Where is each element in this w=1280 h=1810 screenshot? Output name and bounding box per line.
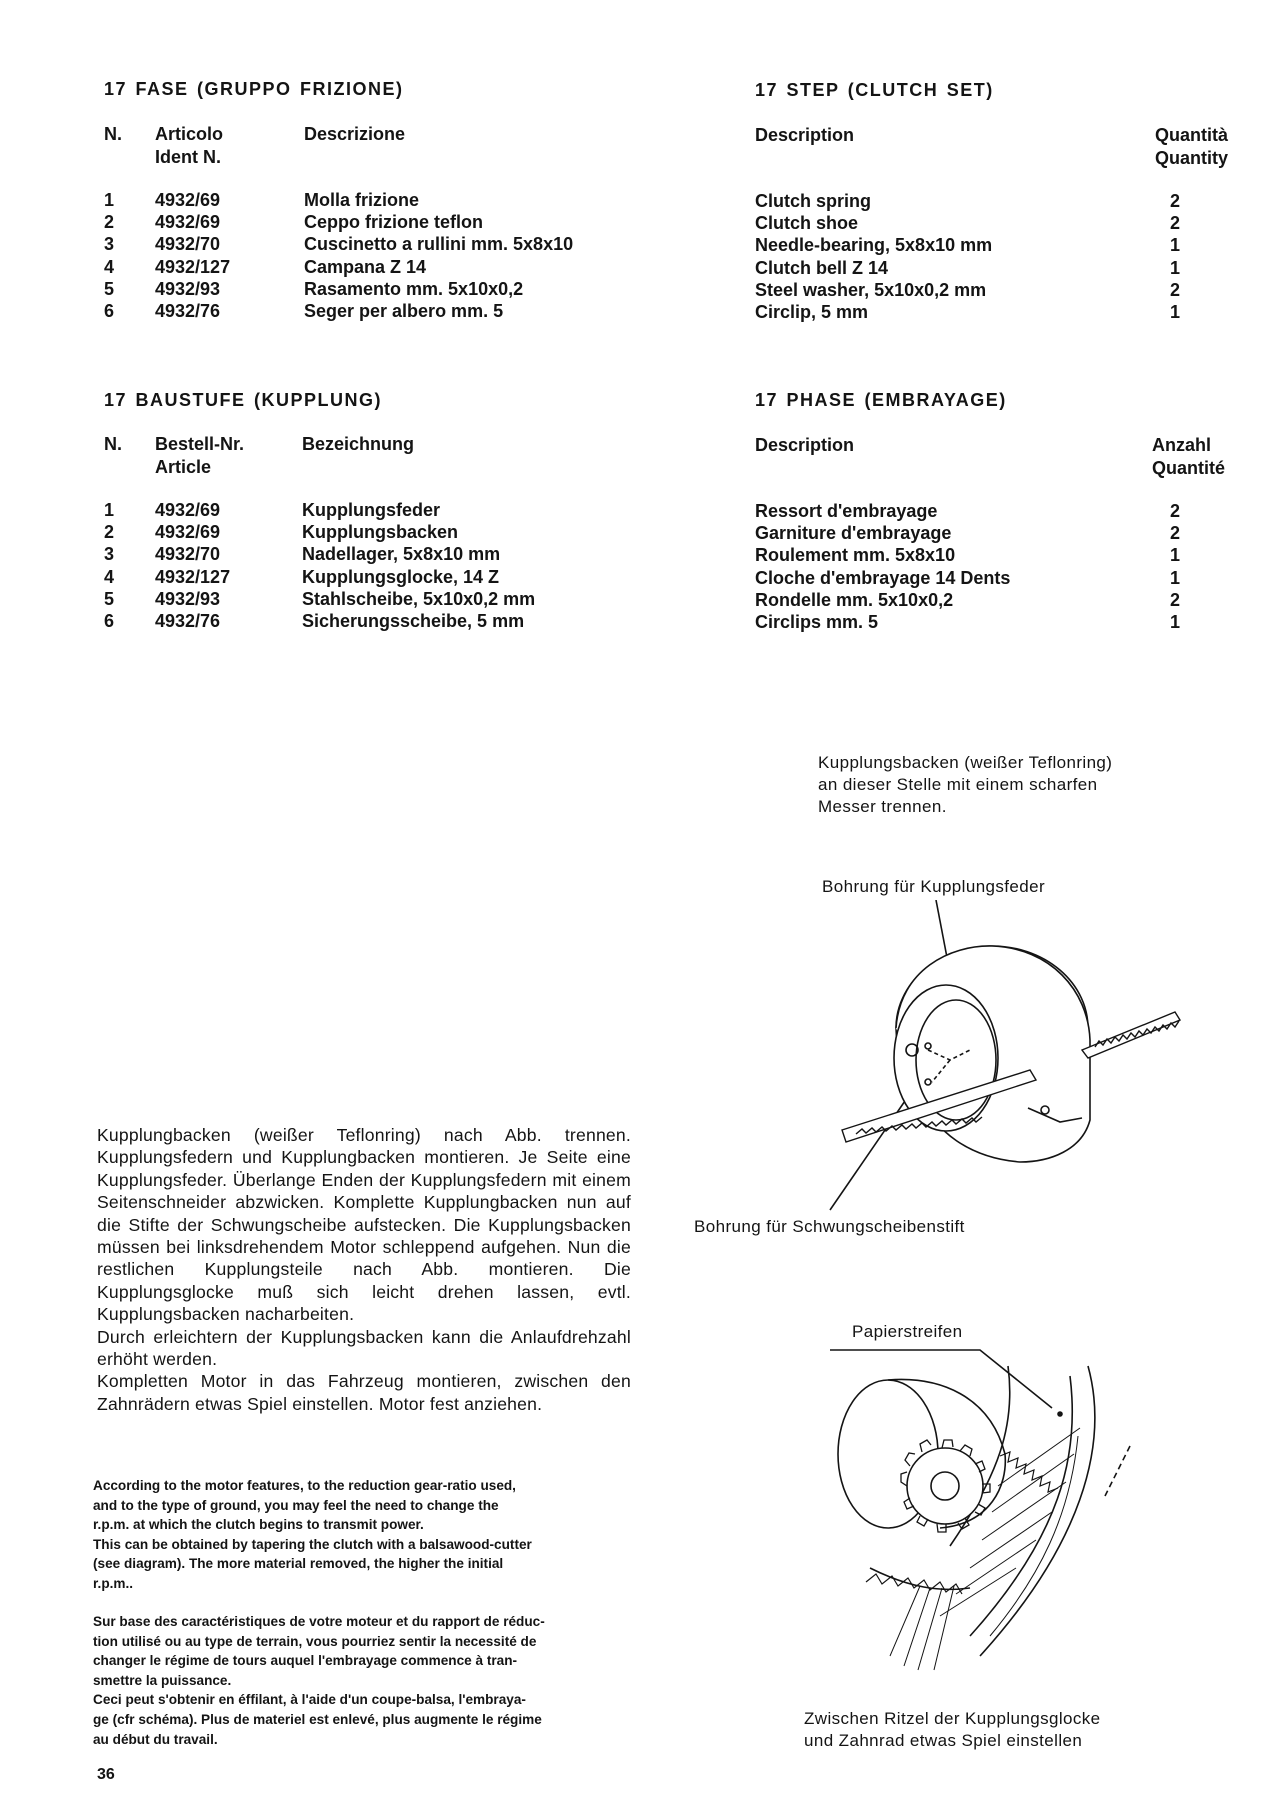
table-cell: 2 — [1169, 501, 1180, 521]
table-cell: Ressort d'embrayage — [755, 501, 938, 521]
table-cell: Circlip, 5 mm — [755, 301, 869, 322]
instructions-german — [97, 1124, 631, 1415]
italian-title: 17 FASE (GRUPPO FRIZIONE) — [104, 79, 404, 99]
diagram-caption-line: Zwischen Ritzel der Kupplungsglocke — [804, 1709, 1101, 1728]
table-cell: 4 — [104, 566, 115, 587]
table-cell: 1 — [1169, 611, 1180, 632]
table-cell: Cuscinetto a rullini mm. 5x8x10 — [304, 234, 574, 255]
table-cell: 1 — [1169, 257, 1180, 278]
clutch-spring-upper — [1082, 1012, 1180, 1058]
table-cell: 1 — [1169, 301, 1180, 322]
large-gear-lower-teeth — [890, 1586, 954, 1670]
german-col-article-line2: Article — [155, 457, 212, 477]
english-col-desc-values — [755, 190, 992, 323]
gear-strip-teeth — [866, 1574, 962, 1594]
german-col-n-values — [104, 499, 114, 632]
table-cell: 4932/76 — [155, 300, 221, 321]
table-cell: Clutch bell Z 14 — [755, 257, 889, 278]
german-col-article-line1: Bestell-Nr. — [155, 434, 245, 454]
table-cell: Steel washer, 5x10x0,2 mm — [755, 279, 987, 300]
table-cell: Sicherungsscheibe, 5 mm — [302, 610, 525, 631]
table-cell: 4932/70 — [155, 544, 221, 565]
leader-dot — [1058, 1412, 1062, 1416]
table-cell: 4932/76 — [155, 610, 221, 631]
paragraph-fr-line: changer le régime de tours auquel l'embrayage commence à tran- — [93, 1653, 518, 1669]
table-cell: 2 — [1169, 279, 1180, 300]
table-cell: 6 — [104, 610, 115, 631]
instructions-english — [93, 1476, 532, 1594]
french-title: 17 PHASE (EMBRAYAGE) — [755, 390, 1007, 410]
german-col-n: N. — [104, 434, 122, 454]
paragraph-de: Kupplungbacken (weißer Teflonring) nach Abb. trennen. Kupplungsfedern und Kupplungbacken montieren. Je Seite eine Kupplungsfeder. Überlange Enden der Kupplungsfedern mit einem Seitenschneider abzwicken. Komplette Kupplungbacken nun auf die Stifte der Schwungscheibe aufstecken. Die Kupplungsbacken müssen bei linksdrehendem Motor schleppend aufgehen. Nun die restlichen Kupplungsteile nach Abb. montieren. Die Kupplungsglocke muß sich leicht drehen lassen, evtl. Kupplungsbacken nacharbeiten. — [97, 1125, 631, 1325]
italian-col-desc: Descrizione — [304, 124, 406, 144]
french-col-qty — [1152, 434, 1225, 480]
table-cell: Kupplungsfeder — [302, 500, 440, 520]
english-title: 17 STEP (CLUTCH SET) — [755, 80, 994, 100]
italian-col-article-values — [155, 189, 230, 322]
table-cell: 2 — [104, 522, 115, 543]
german-col-article-values — [155, 499, 230, 632]
table-cell: Nadellager, 5x8x10 mm — [302, 544, 501, 565]
french-col-desc: Description — [755, 435, 855, 455]
table-cell: 1 — [1169, 545, 1180, 566]
large-gear-rim-outer — [980, 1366, 1095, 1656]
paragraph-en-line: r.p.m. at which the clutch begins to transmit power. — [93, 1517, 424, 1533]
table-cell: Molla frizione — [304, 190, 420, 210]
diagram-caption — [804, 1708, 1101, 1752]
english-col-qty-line2: Quantity — [1154, 148, 1228, 168]
table-cell: Seger per albero mm. 5 — [304, 300, 504, 321]
label-bore-spring: Bohrung für Kupplungsfeder — [822, 877, 1046, 896]
paragraph-en-line: r.p.m.. — [93, 1575, 134, 1591]
table-cell: 2 — [1169, 589, 1180, 610]
english-col-desc: Description — [755, 125, 855, 145]
paragraph-en-line: and to the type of ground, you may feel the need to change the — [93, 1497, 499, 1513]
table-cell: Rasamento mm. 5x10x0,2 — [304, 278, 524, 299]
table-cell: Kupplungsglocke, 14 Z — [302, 566, 500, 587]
italian-col-article-line2: Ident N. — [155, 147, 221, 167]
table-cell: 1 — [1169, 567, 1180, 588]
table-cell: 1 — [104, 190, 115, 210]
table-cell: 2 — [104, 212, 115, 233]
italian-col-desc-values — [304, 189, 573, 322]
page-number: 36 — [97, 1766, 115, 1783]
french-col-qty-line2: Quantité — [1152, 458, 1226, 478]
diagram-note-line: Kupplungsbacken (weißer Teflonring) — [818, 753, 1113, 772]
table-cell: 2 — [1169, 523, 1180, 544]
german-col-desc: Bezeichnung — [302, 434, 415, 454]
table-cell: 4932/69 — [155, 522, 221, 543]
italian-col-article — [155, 123, 223, 169]
french-col-qty-values — [1160, 500, 1190, 633]
paragraph-en-line: (see diagram). The more material removed, the higher the initial — [93, 1556, 504, 1572]
table-cell: Clutch shoe — [755, 213, 859, 234]
diagram-note-line: an dieser Stelle mit einem scharfen — [818, 775, 1098, 794]
table-cell: Roulement mm. 5x8x10 — [755, 545, 956, 566]
paragraph-en-line: According to the motor features, to the reduction gear-ratio used, — [93, 1478, 516, 1493]
table-cell: Needle-bearing, 5x8x10 mm — [755, 235, 993, 256]
table-cell: 2 — [1169, 213, 1180, 234]
table-cell: Ceppo frizione teflon — [304, 212, 483, 233]
german-col-article — [155, 433, 244, 479]
table-cell: 4932/70 — [155, 234, 221, 255]
hidden-line — [1105, 1446, 1130, 1496]
table-cell: 4932/93 — [155, 278, 221, 299]
diagram-note-line: Messer trennen. — [818, 797, 947, 816]
diagram-note — [818, 752, 1112, 818]
table-cell: 4 — [104, 256, 115, 277]
french-col-desc-values — [755, 500, 1010, 633]
instructions-french — [93, 1612, 545, 1749]
paragraph-fr-line: smettre la puissance. — [93, 1672, 232, 1688]
pinion-hub — [931, 1472, 959, 1500]
table-cell: Cloche d'embrayage 14 Dents — [755, 567, 1011, 588]
english-col-qty — [1100, 124, 1228, 170]
table-cell: 6 — [104, 300, 115, 321]
italian-col-n-values — [104, 189, 114, 322]
table-cell: 4932/93 — [155, 588, 221, 609]
label-bore-flywheel: Bohrung für Schwungscheibenstift — [694, 1217, 965, 1236]
italian-col-n: N. — [104, 124, 122, 144]
table-cell: 4932/127 — [155, 256, 231, 277]
table-cell: Stahlscheibe, 5x10x0,2 mm — [302, 588, 536, 609]
english-col-qty-line1: Quantità — [1154, 125, 1228, 145]
paragraph-de: Kompletten Motor in das Fahrzeug montieren, zwischen den Zahnrädern etwas Spiel einstellen. Motor fest anziehen. — [97, 1371, 631, 1414]
table-cell: 5 — [104, 588, 115, 609]
table-cell: 4932/69 — [155, 500, 221, 520]
clutch-shoe-diagram — [820, 900, 1200, 1220]
italian-col-article-line1: Articolo — [155, 124, 224, 144]
table-cell: Kupplungsbacken — [302, 522, 459, 543]
french-col-qty-line1: Anzahl — [1152, 435, 1212, 455]
table-cell: 1 — [1169, 235, 1180, 256]
paragraph-en-line: This can be obtained by tapering the clutch with a balsawood-cutter — [93, 1536, 532, 1552]
table-cell: 3 — [104, 544, 115, 565]
diagram-caption-line: und Zahnrad etwas Spiel einstellen — [804, 1731, 1083, 1750]
table-cell: 2 — [1169, 191, 1180, 211]
paragraph-de: Durch erleichtern der Kupplungsbacken kann die Anlaufdrehzahl erhöht werden. — [97, 1326, 631, 1370]
paragraph-fr-line: Sur base des caractéristiques de votre moteur et du rapport de réduc- — [93, 1614, 545, 1629]
label-paper-strip: Papierstreifen — [852, 1322, 963, 1341]
paragraph-fr-line: tion utilisé ou au type de terrain, vous pourriez sentir la necessité de — [93, 1633, 537, 1649]
table-cell: Clutch spring — [755, 191, 871, 211]
table-cell: Garniture d'embrayage — [755, 523, 952, 544]
german-title: 17 BAUSTUFE (KUPPLUNG) — [104, 390, 383, 410]
table-cell: Campana Z 14 — [304, 256, 427, 277]
table-cell: 4932/69 — [155, 212, 221, 233]
english-col-qty-values — [1160, 190, 1190, 323]
german-col-desc-values — [302, 499, 535, 632]
paragraph-fr-line: au début du travail. — [93, 1731, 218, 1747]
gear-mesh-diagram — [830, 1336, 1160, 1706]
table-cell: Circlips mm. 5 — [755, 611, 879, 632]
table-cell: 1 — [104, 500, 115, 520]
table-cell: 5 — [104, 278, 115, 299]
table-cell: 3 — [104, 234, 115, 255]
table-cell: 4932/69 — [155, 190, 221, 210]
paragraph-fr-line: Ceci peut s'obtenir en éffilant, à l'aide d'un coupe-balsa, l'embraya- — [93, 1692, 526, 1708]
table-cell: Rondelle mm. 5x10x0,2 — [755, 589, 954, 610]
paragraph-fr-line: ge (cfr schéma). Plus de materiel est enlevé, plus augmente le régime — [93, 1711, 542, 1727]
table-cell: 4932/127 — [155, 566, 231, 587]
